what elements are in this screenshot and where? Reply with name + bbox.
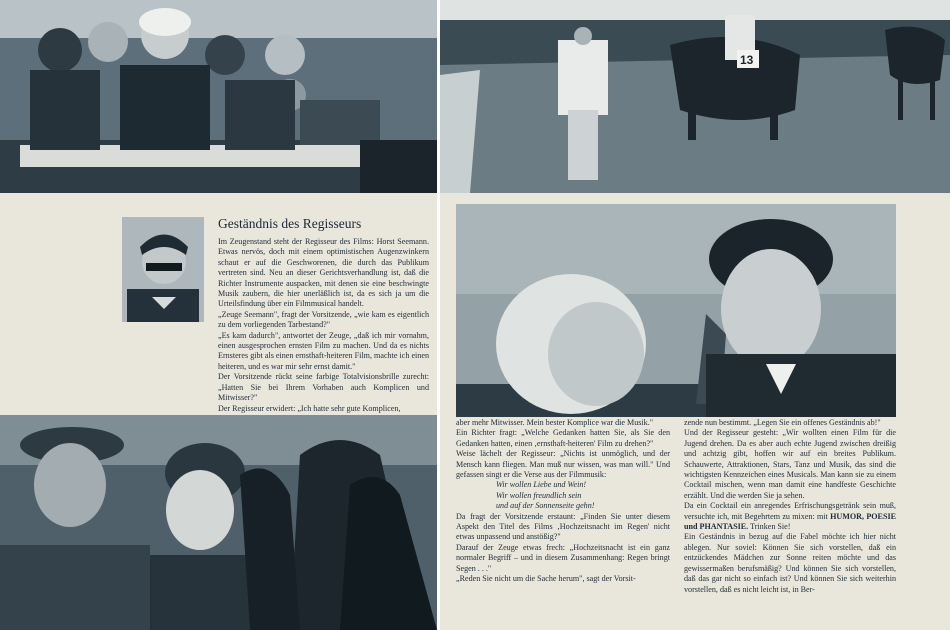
paragraph: „Reden Sie nicht um die Sache herum", sagt der Vorsit- bbox=[456, 574, 636, 584]
director-portrait-photo bbox=[122, 217, 204, 322]
verse-line: Wir wollen Liebe und Wein! bbox=[496, 480, 587, 490]
paragraph: aber mehr Mitwisser. Mein bester Komplice war die Musik." bbox=[456, 418, 654, 427]
right-text-column bbox=[684, 418, 896, 595]
verse-line: und auf der Sonnenseite gehn! bbox=[496, 501, 595, 511]
right-page bbox=[440, 0, 950, 630]
paragraph: zende nun bestimmt. „Legen Sie ein offenes Geständnis ab!" bbox=[684, 418, 881, 427]
left-text-column bbox=[218, 237, 429, 414]
paragraph: Und der Regisseur gesteht: „Wir wollten einen Film für die Jugend drehen. Da es aber auch echte Jugend zwischen dreißig und achtzig gibt, hoffen wir auf ein breites Publikum. Schauwerte, Attraktionen, Stars, Tanz und Musik, das sind die wichtigsten Kennzeichen eines Musicals. Man kann sie zu einem Cocktail mischen, wenn man damit eine handfeste Geschichte erzählt. Und die werden Sie ja sehen. bbox=[684, 428, 896, 500]
farmer-and-woman-photo bbox=[0, 415, 437, 630]
paragraph: Da fragt der Vorsitzende erstaunt: „Finden Sie unter diesem Aspekt den Titel des Films ‚Hochzeitsnacht im Regen' nicht etwas unpassend und anstößig?" bbox=[456, 511, 670, 542]
paragraph: Ein Geständnis in bezug auf die Fabel möchte ich hier nicht ablegen. Nur soviel: Können Sie sich vorstellen, daß ein entzückendes Mädchen zur Sonne reiten möchte und das gewissermaßen berufsmäßig? Und können Sie sich vorstellen, daß das gar nicht so einfach ist? Und können Sie sich weiterhin vorstellen, daß es nicht leicht ist, in Ber- bbox=[684, 532, 896, 594]
paragraph: „Es kam dadurch", antwortet der Zeuge, „daß ich mir vornahm, einen ausgesprochen ernsten Film zu machen. Und da es nichts Ernsteres gibt als einen ernsthaft-heiteren Film, machte ich einen heiteren, und es war mir sehr ernst damit." bbox=[218, 330, 429, 371]
couple-photo bbox=[456, 204, 896, 417]
racetrack-photo bbox=[440, 0, 950, 193]
emphasized-text: HUMOR, POESIE und PHANTASIE. bbox=[684, 511, 897, 532]
spectators-photo bbox=[0, 0, 437, 193]
article-heading: Geständnis des Regisseurs bbox=[218, 216, 362, 231]
left-page bbox=[0, 0, 437, 630]
jockey-number: 13 bbox=[740, 53, 754, 67]
paragraph: Ein Richter fragt: „Welche Gedanken hatten Sie, als Sie den Gedanken hatten, einen ‚ernsthaft-heiteren' Film zu drehen?" bbox=[456, 428, 670, 448]
paragraph: Weise lächelt der Regisseur: „Nichts ist unmöglich, und der Mensch kann fliegen. Man muß nur wissen, was man will." Und gefassen singt er die Verse aus der Filmmusik: bbox=[456, 449, 670, 480]
paragraph-text: Da ein Cocktail ein anregendes Erfrischungsgetränk sein muß, versuchte ich, mit Begehrtem zu mixen: mit bbox=[684, 501, 896, 521]
verse-line: Wir wollen freundlich sein bbox=[496, 490, 582, 500]
paragraph bbox=[684, 501, 896, 532]
paragraph-text: Trinken Sie! bbox=[748, 522, 791, 532]
paragraph: Im Zeugenstand steht der Regisseur des Films: Horst Seemann. Etwas nervös, doch mit einem optimistischen Augenzwinkern schaut er auf die Geschworenen, die durch das Publikum vertreten sind. Neu an dieser Gerichtsverhandlung ist, daß die Richter Instrumente auspacken, mit denen sie eine beschwingte Musik zaubern, die hier unerläßlich ist, da es sich ja um die Urteilsfindung über ein Filmmusical handelt. bbox=[218, 237, 429, 309]
paragraph: Darauf der Zeuge etwas frech: „Hochzeitsnacht ist ein ganz normaler Begriff – und in diesem Zusammenhang: Regen bringt Segen . . ." bbox=[456, 542, 670, 573]
paragraph: Der Vorsitzende rückt seine farbige Totalvisionsbrille zurecht: „Hatten Sie bei Ihrem Vorhaben auch Komplicen und Mitwisser?" bbox=[218, 372, 429, 403]
paragraph: „Zeuge Seemann", fragt der Vorsitzende, „wie kam es eigentlich zu dem vorliegenden Tarbestand?" bbox=[218, 309, 429, 330]
paragraph: Der Regisseur erwidert: „Ich hatte sehr gute Komplicen, bbox=[218, 403, 401, 413]
middle-text-column bbox=[456, 418, 670, 585]
